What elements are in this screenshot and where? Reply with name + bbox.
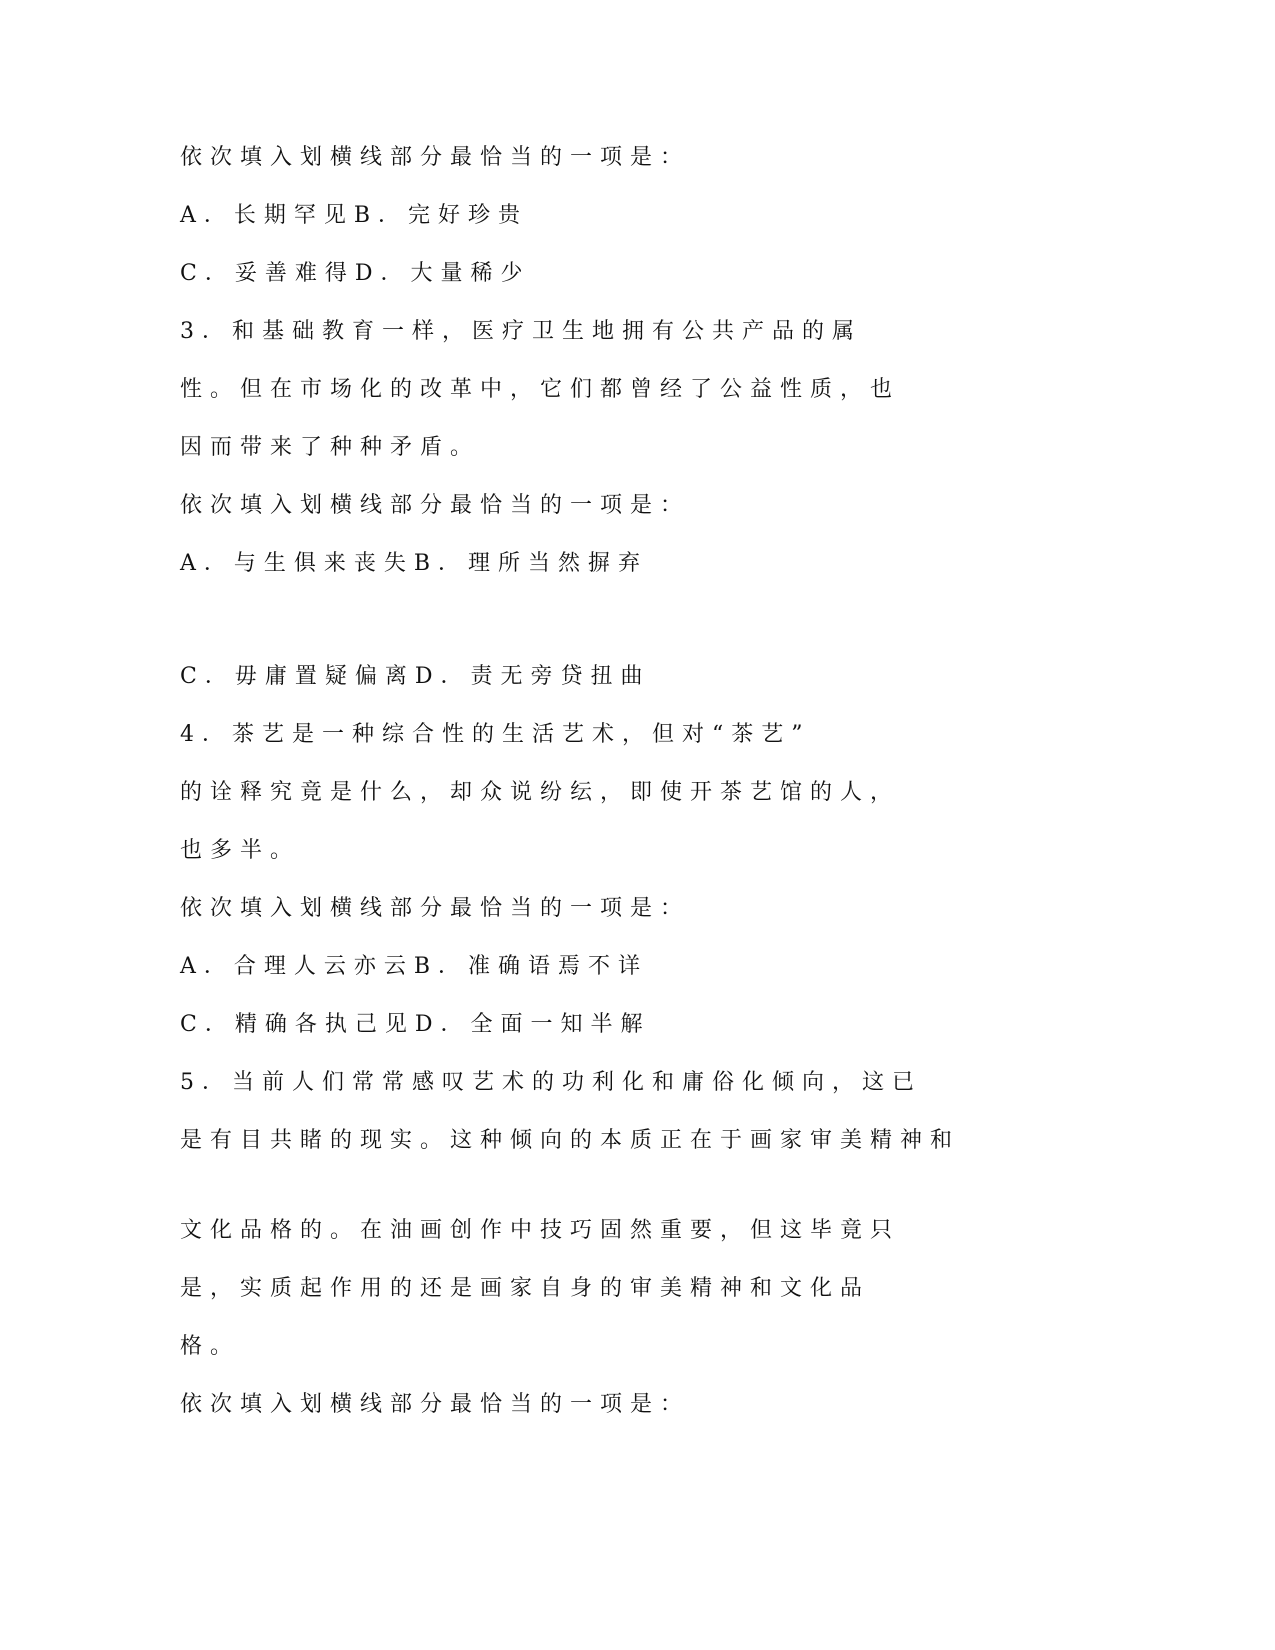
answer-options-cd: C．妥善难得D．大量稀少 [180,261,531,286]
answer-options-ab: A．长期罕见B．完好珍贵 [180,203,529,228]
question-prompt: 依次填入划横线部分最恰当的一项是： [180,145,691,170]
question-5-line-1: 5．当前人们常常感叹艺术的功利化和庸俗化倾向，这已 [180,1070,922,1095]
question-prompt: 依次填入划横线部分最恰当的一项是： [180,1392,691,1417]
question-3-line-1: 3．和基础教育一样，医疗卫生地拥有公共产品的属 [180,319,862,344]
question-5-line-2: 是有目共睹的现实。这种倾向的本质正在于画家审美精神和 [180,1128,961,1153]
answer-options-ab: A．合理人云亦云B．准确语焉不详 [180,954,649,979]
question-4-line-3: 也多半。 [180,838,301,863]
question-prompt: 依次填入划横线部分最恰当的一项是： [180,493,691,518]
question-5-line-5: 格。 [180,1334,241,1359]
answer-options-cd: C．精确各执己见D．全面一知半解 [180,1012,651,1037]
question-4-line-2: 的诠释究竟是什么，却众说纷纭，即使开茶艺馆的人， [180,780,901,805]
answer-options-ab: A．与生俱来丧失B．理所当然摒弃 [180,551,649,576]
answer-options-cd: C．毋庸置疑偏离D．责无旁贷扭曲 [180,664,651,689]
question-4-line-1: 4．茶艺是一种综合性的生活艺术，但对“茶艺” [180,722,811,747]
question-3-line-2: 性。但在市场化的改革中，它们都曾经了公益性质，也 [180,377,901,402]
question-5-line-3: 文化品格的。在油画创作中技巧固然重要，但这毕竟只 [180,1218,901,1243]
question-5-line-4: 是，实质起作用的还是画家自身的审美精神和文化品 [180,1276,871,1301]
question-prompt: 依次填入划横线部分最恰当的一项是： [180,896,691,921]
question-3-line-3: 因而带来了种种矛盾。 [180,435,481,460]
